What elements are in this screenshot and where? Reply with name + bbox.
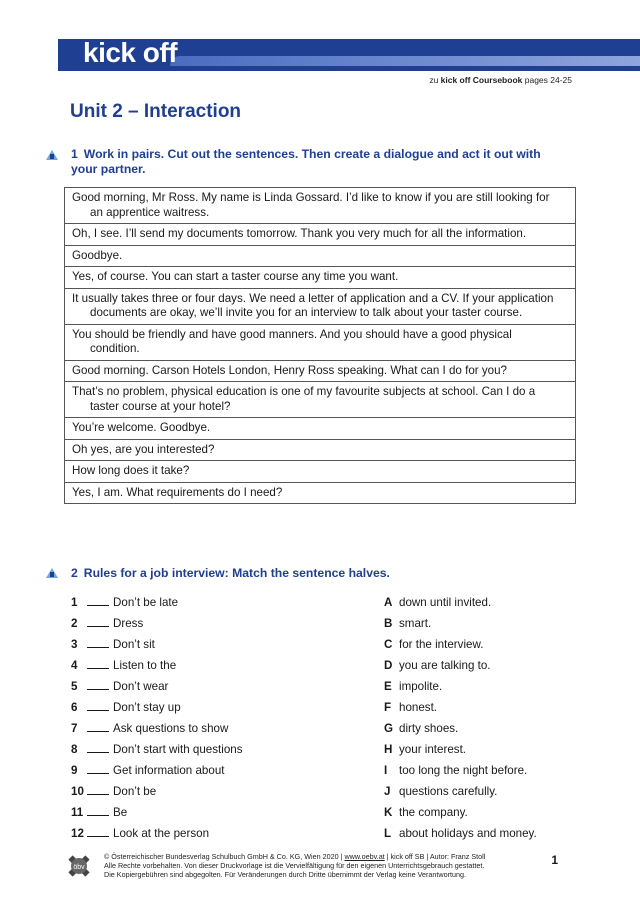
item-letter: E	[384, 680, 392, 693]
task-warning-icon	[46, 568, 58, 578]
sentence-start-item	[71, 806, 243, 827]
answer-blank[interactable]	[87, 701, 109, 711]
sentence-start-item	[71, 701, 243, 722]
item-letter: B	[384, 617, 393, 630]
sentence-row	[65, 461, 576, 483]
sentence-cell	[65, 324, 576, 360]
sentence-row	[65, 360, 576, 382]
page-number: 1	[551, 853, 558, 867]
sentence-text: You should be friendly and have good manners. And you should have a good physical	[72, 327, 512, 341]
item-text: dirty shoes.	[399, 722, 459, 735]
sentence-text: Good morning, Mr Ross. My name is Linda Gossard. I’d like to know if you are still looking for	[72, 191, 550, 204]
sentence-ending-item	[384, 743, 537, 764]
sentence-cell	[65, 482, 576, 504]
item-letter: K	[384, 806, 393, 819]
sentence-table	[64, 187, 576, 504]
sentence-start-item	[71, 785, 243, 806]
item-number: 7	[71, 722, 78, 735]
item-number: 2	[71, 617, 78, 630]
item-number: 9	[71, 764, 78, 777]
sentence-ending-item	[384, 596, 537, 617]
task1-instruction: 1 Work in pairs. Cut out the sentences. Then create a dialogue and act it out with your partner.	[71, 147, 541, 176]
sentence-text: Oh, I see. I’ll send my documents tomorrow. Thank you very much for all the information.	[72, 227, 527, 240]
sentence-text: Oh yes, are you interested?	[72, 442, 215, 456]
sentence-row	[65, 288, 576, 324]
sentence-cell	[65, 267, 576, 289]
sentence-text-continued: condition.	[90, 342, 140, 355]
sentence-ending-item	[384, 701, 537, 722]
footer-copyright: © Österreichischer Bundesverlag Schulbuch GmbH & Co. KG, Wien 2020 | www.oebv.at | kick off SB | Autor: Franz Stoll Alle Rechte vorbehalten. Von dieser Druckvorlage ist die Vervielfältigung für den eigenen Unterrichtsgebrauch gestattet. Die Kopiergebühren sind abgegolten. Für Veränderungen durch Dritte übernimmt der Verlag keine Verantwortung.	[104, 852, 486, 879]
sentence-cell	[65, 382, 576, 418]
sentence-text: Goodbye.	[72, 248, 123, 262]
sentence-row	[65, 324, 576, 360]
item-number: 10	[71, 785, 84, 798]
item-letter: I	[384, 764, 388, 777]
sentence-cell	[65, 245, 576, 267]
answer-blank[interactable]	[87, 785, 109, 795]
sentence-row	[65, 482, 576, 504]
answer-blank[interactable]	[87, 680, 109, 690]
oebv-logo-icon	[64, 851, 94, 881]
answer-blank[interactable]	[87, 806, 109, 816]
item-text: Don’t sit	[113, 638, 155, 651]
item-text: about holidays and money.	[399, 827, 537, 840]
answer-blank[interactable]	[87, 722, 109, 732]
sentence-text: It usually takes three or four days. We need a letter of application and a CV. If your application	[72, 291, 554, 305]
sentence-start-item	[71, 617, 243, 638]
sentence-row	[65, 224, 576, 246]
answer-blank[interactable]	[87, 596, 109, 606]
item-text: too long the night before.	[399, 764, 528, 777]
item-letter: D	[384, 659, 393, 672]
sentence-start-item	[71, 659, 243, 680]
sentence-row	[65, 382, 576, 418]
sentence-cell	[65, 360, 576, 382]
sentence-row	[65, 418, 576, 440]
item-letter: J	[384, 785, 391, 798]
answer-blank[interactable]	[87, 743, 109, 753]
item-text: smart.	[399, 617, 432, 630]
item-text: questions carefully.	[399, 785, 498, 798]
item-number: 1	[71, 596, 78, 609]
sentence-cell	[65, 188, 576, 224]
item-text: Get information about	[113, 764, 225, 777]
kick-off-logo: kick off	[83, 37, 178, 68]
item-text: Don’t be late	[113, 596, 179, 609]
sentence-text: How long does it take?	[72, 464, 190, 477]
sentence-text: That’s no problem, physical education is one of my favourite subjects at school. Can I do a	[72, 385, 536, 398]
answer-blank[interactable]	[87, 827, 109, 837]
item-text: Look at the person	[113, 827, 210, 840]
sentence-cell	[65, 461, 576, 483]
item-letter: F	[384, 701, 392, 714]
item-number: 11	[71, 806, 84, 819]
sentence-start-item	[71, 743, 243, 764]
coursebook-reference: zu kick off Coursebook pages 24-25	[429, 75, 572, 85]
task-warning-icon	[46, 150, 58, 160]
sentence-start-item	[71, 764, 243, 785]
sentence-start-item	[71, 638, 243, 659]
item-text: Be	[113, 806, 128, 819]
item-text: impolite.	[399, 680, 443, 693]
item-text: honest.	[399, 701, 438, 714]
item-text: Don’t stay up	[113, 701, 181, 714]
item-letter: C	[384, 638, 393, 651]
item-text: Don’t be	[113, 785, 157, 798]
item-text: for the interview.	[399, 638, 484, 651]
item-letter: H	[384, 743, 393, 756]
answer-blank[interactable]	[87, 764, 109, 774]
page-title: Unit 2 – Interaction	[70, 101, 242, 122]
svg-text:öbv: öbv	[73, 864, 85, 871]
item-text: Don’t wear	[113, 680, 169, 693]
item-number: 3	[71, 638, 78, 651]
sentence-text: You’re welcome. Goodbye.	[72, 421, 211, 434]
sentence-text-continued: an apprentice waitress.	[90, 205, 210, 219]
item-letter: L	[384, 827, 392, 840]
sentence-row	[65, 267, 576, 289]
sentence-starts-list	[71, 596, 243, 848]
item-number: 6	[71, 701, 78, 714]
sentence-ending-item	[384, 827, 537, 848]
item-number: 5	[71, 680, 78, 693]
item-text: Listen to the	[113, 659, 177, 672]
sentence-row	[65, 439, 576, 461]
item-text: Dress	[113, 617, 144, 630]
sentence-ending-item	[384, 806, 537, 827]
sentence-row	[65, 245, 576, 267]
sentence-cell	[65, 224, 576, 246]
item-text: the company.	[399, 806, 468, 819]
oebv-link[interactable]: www.oebv.at	[344, 852, 385, 861]
item-text: Don’t start with questions	[113, 743, 243, 756]
sentence-ending-item	[384, 617, 537, 638]
sentence-ending-item	[384, 659, 537, 680]
sentence-start-item	[71, 827, 243, 848]
sentence-ending-item	[384, 785, 537, 806]
sentence-text: Yes, of course. You can start a taster course any time you want.	[72, 270, 399, 283]
sentence-ending-item	[384, 722, 537, 743]
item-number: 8	[71, 743, 78, 756]
sentence-endings-list	[384, 596, 537, 848]
sentence-ending-item	[384, 764, 537, 785]
sentence-ending-item	[384, 680, 537, 701]
item-number: 12	[71, 827, 84, 840]
item-letter: A	[384, 596, 393, 609]
answer-blank[interactable]	[87, 638, 109, 648]
sentence-row	[65, 188, 576, 224]
answer-blank[interactable]	[87, 617, 109, 627]
item-number: 4	[71, 659, 78, 672]
sentence-text-continued: documents are okay, we’ll invite you for an interview to talk about your taster course.	[90, 306, 523, 319]
item-text: you are talking to.	[399, 659, 491, 672]
sentence-start-item	[71, 722, 243, 743]
sentence-text: Yes, I am. What requirements do I need?	[72, 485, 283, 499]
item-text: Ask questions to show	[113, 722, 229, 735]
sentence-ending-item	[384, 638, 537, 659]
item-text: down until invited.	[399, 596, 492, 609]
sentence-cell	[65, 288, 576, 324]
sentence-start-item	[71, 680, 243, 701]
sentence-text: Good morning. Carson Hotels London, Henry Ross speaking. What can I do for you?	[72, 363, 507, 377]
sentence-cell	[65, 418, 576, 440]
answer-blank[interactable]	[87, 659, 109, 669]
sentence-cell	[65, 439, 576, 461]
sentence-text-continued: taster course at your hotel?	[90, 399, 231, 413]
item-letter: G	[384, 722, 394, 735]
header-stripe	[170, 56, 640, 66]
item-text: your interest.	[399, 743, 467, 756]
task2-instruction: 2 Rules for a job interview: Match the sentence halves.	[71, 566, 390, 580]
sentence-start-item	[71, 596, 243, 617]
